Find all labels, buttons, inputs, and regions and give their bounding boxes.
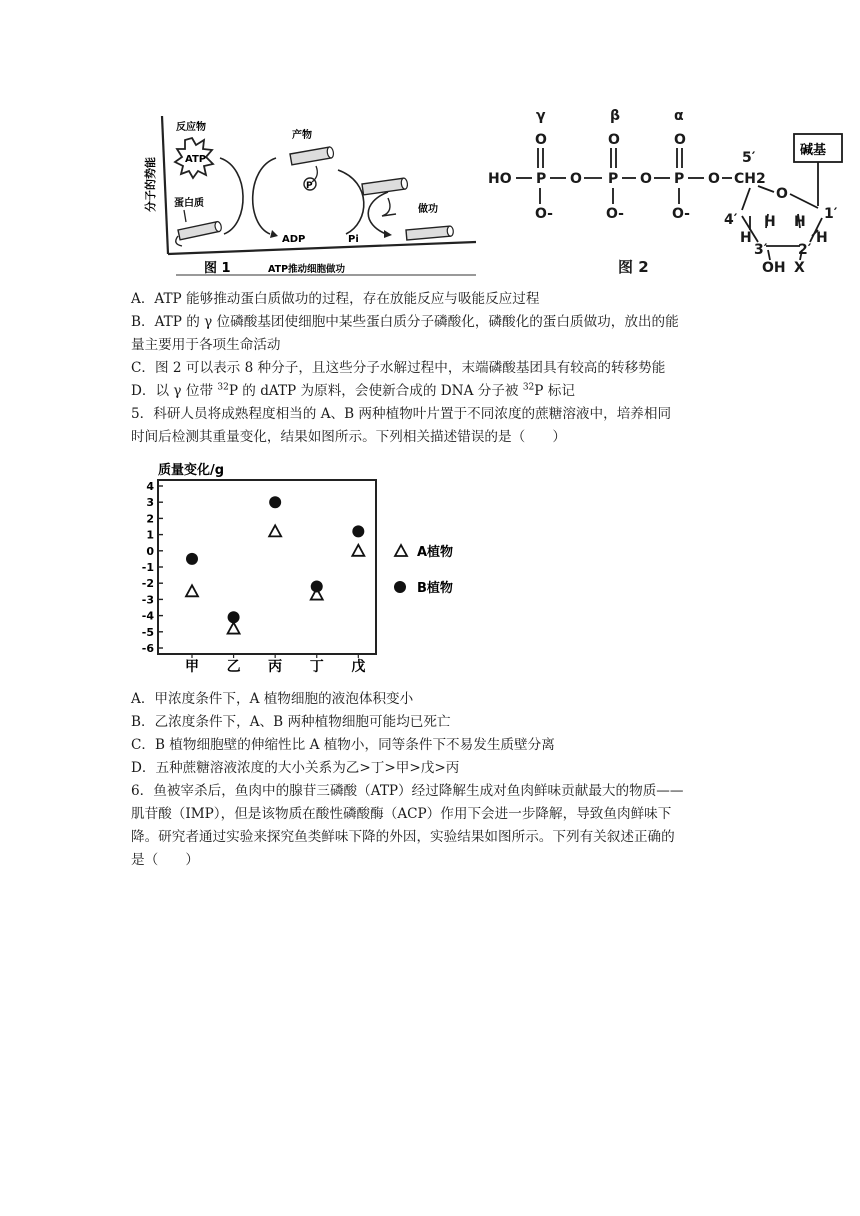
fig1-protein-label: 蛋白质 xyxy=(174,198,204,209)
point-b-circle xyxy=(311,580,323,592)
ho-label: HO xyxy=(488,171,512,187)
gamma-o-top: O xyxy=(535,132,547,148)
q5-option-d: D．五种蔗糖溶液浓度的大小关系为乙>丁>甲>戊>丙 xyxy=(131,760,460,776)
q5-stem-line1: 5．科研人员将成熟程度相当的 A、B 两种植物叶片置于不同浓度的蔗糖溶液中，培养相同 xyxy=(131,406,672,422)
fig1-pi-label: Pi xyxy=(348,234,359,245)
q5-option-c: C．B 植物细胞壁的伸缩性比 A 植物小，同等条件下不易发生质壁分离 xyxy=(131,737,555,753)
figure-2-datp-structure xyxy=(488,106,858,284)
chart-y-ticks xyxy=(142,480,163,655)
beta-label: β xyxy=(610,108,621,124)
fig1-protein-arrow xyxy=(184,210,186,222)
fig1-y-label: 分子的势能 xyxy=(144,157,157,212)
q6-stem-line2: 肌苷酸（IMP），但是该物质在酸性磷酸酶（ACP）作用下会进一步降解，导致鱼肉鲜味下 xyxy=(131,806,672,822)
y-tick-label: -4 xyxy=(141,609,154,623)
q4-option-d-part3: P 标记 xyxy=(534,383,575,399)
fig1-p-label: P xyxy=(306,181,313,191)
base-box-label: 碱基 xyxy=(800,143,827,158)
fig1-arrowhead-pi xyxy=(384,230,392,238)
three-prime-label: 3′ xyxy=(754,242,768,258)
y-tick-label: 4 xyxy=(146,480,154,493)
fig1-working-hook xyxy=(382,198,396,216)
legend-b-circle-icon xyxy=(394,581,406,593)
q4-option-b-line2: 量主要用于各项生命活动 xyxy=(131,337,281,353)
fig1-reactant-label: 反应物 xyxy=(176,122,206,133)
alpha-o-top: O xyxy=(674,132,686,148)
gamma-p: P xyxy=(536,171,547,187)
fig1-product-label: 产物 xyxy=(292,130,312,141)
y-tick-label: -5 xyxy=(141,625,154,639)
fig1-reaction-arrow-adp xyxy=(253,158,276,234)
chart-marks xyxy=(186,496,364,633)
point-a-triangle xyxy=(186,585,198,596)
y-tick-label: 2 xyxy=(146,512,154,526)
q4-option-d-sup2: 32 xyxy=(522,382,535,393)
final-protein-cylinder-icon xyxy=(406,226,454,240)
q4-option-d-part2: P 的 dATP 为原料，会使新合成的 DNA 分子被 xyxy=(228,383,523,399)
two-prime-label: 2′ xyxy=(798,242,812,258)
fig2-bonds xyxy=(516,148,822,260)
fig1-work-label: 做功 xyxy=(418,204,438,215)
q5-stem-line2: 时间后检测其重量变化，结果如图所示。下列相关描述错误的是（ ） xyxy=(131,429,566,445)
chart-plot-frame xyxy=(158,480,376,654)
y-tick-label: -1 xyxy=(141,561,154,574)
gamma-label: γ xyxy=(536,108,546,124)
q5-option-b: B．乙浓度条件下，A、B 两种植物细胞可能均已死亡 xyxy=(131,714,451,730)
ch2-label: CH2 xyxy=(734,171,766,187)
working-protein-cylinder-icon xyxy=(362,178,408,195)
y-tick-label: -2 xyxy=(141,577,154,591)
point-a-triangle xyxy=(228,623,240,634)
one-prime-label: 1′ xyxy=(824,206,838,222)
beta-o-top: O xyxy=(608,132,620,148)
q6-stem-line4: 是（ ） xyxy=(131,852,199,868)
fig1-x-axis xyxy=(168,242,476,254)
y-tick-label: -6 xyxy=(141,642,154,655)
fig1-reaction-arrow-pi xyxy=(368,192,388,234)
beta-p: P xyxy=(608,171,619,187)
fig1-arrowhead-adp xyxy=(270,230,278,238)
chart-legend xyxy=(394,544,453,596)
q4-option-d-sup1: 32 xyxy=(217,382,229,393)
y-tick-label: 1 xyxy=(146,528,154,542)
y-tick-label: 0 xyxy=(146,544,154,558)
gamma-o-minus: O- xyxy=(535,206,553,222)
y-tick-label: -3 xyxy=(141,593,154,607)
q6-stem-line1: 6．鱼被宰杀后，鱼肉中的腺苷三磷酸（ATP）经过降解生成对鱼肉鲜味贡献最大的物质—— xyxy=(131,783,684,799)
protein-cylinder-icon xyxy=(178,221,222,240)
h-4-label: H xyxy=(764,214,776,230)
q4-option-a: A．ATP 能够推动蛋白质做功的过程，存在放能反应与吸能反应过程 xyxy=(131,291,540,307)
five-prime-label: 5′ xyxy=(742,150,756,166)
oh-label: OH xyxy=(762,260,786,276)
figure-1-atp-work-diagram xyxy=(140,112,490,284)
chart-x-ticks xyxy=(185,654,365,675)
fig1-adp-label: ADP xyxy=(282,234,306,245)
legend-b-label: B植物 xyxy=(417,581,453,596)
q4-option-b-line1: B．ATP 的 γ 位磷酸基团使细胞中某些蛋白质分子磷酸化，磷酸化的蛋白质做功，放出的能 xyxy=(131,314,679,330)
legend-a-triangle-icon xyxy=(395,545,407,556)
fig2-caption: 图 2 xyxy=(618,258,649,276)
bridge-o-1: O xyxy=(570,171,582,187)
point-a-triangle xyxy=(352,545,364,556)
bridge-o-2: O xyxy=(640,171,652,187)
y-tick-label: 3 xyxy=(146,496,154,510)
point-b-circle xyxy=(186,553,198,565)
x-tick-label: 丁 xyxy=(309,659,324,675)
h-1-label: H xyxy=(794,214,806,230)
product-cylinder-icon xyxy=(290,147,334,165)
x-tick-label: 丙 xyxy=(268,659,283,675)
fig1-reaction-arrow-right xyxy=(338,170,364,234)
four-prime-label: 4′ xyxy=(724,212,738,228)
point-b-circle xyxy=(228,611,240,623)
fig1-caption: ATP推动细胞做功 xyxy=(268,264,346,275)
alpha-p: P xyxy=(674,171,685,187)
q4-option-d xyxy=(131,380,731,403)
q6-stem-line3: 降。研究者通过实验来探究鱼类鲜味下降的外因，实验结果如图所示。下列有关叙述正确的 xyxy=(131,829,675,845)
q5-weight-change-chart xyxy=(130,458,480,678)
fig1-y-axis xyxy=(162,116,168,254)
bridge-o-3: O xyxy=(708,171,720,187)
alpha-label: α xyxy=(674,108,684,124)
point-b-circle xyxy=(269,496,281,508)
q5-option-a: A．甲浓度条件下，A 植物细胞的液泡体积变小 xyxy=(131,691,414,707)
fig1-atp-label: ATP xyxy=(185,154,207,165)
chart-title: 质量变化/g xyxy=(158,463,225,478)
h-3-label: H xyxy=(740,230,752,246)
point-b-circle xyxy=(352,525,364,537)
ring-o-label: O xyxy=(776,186,788,202)
fig1-caption-number: 图 1 xyxy=(204,261,231,276)
q4-option-c: C．图 2 可以表示 8 种分子，且这些分子水解过程中，末端磷酸基团具有较高的转移势能 xyxy=(131,360,666,376)
beta-o-minus: O- xyxy=(606,206,624,222)
fig1-reaction-arrow-left xyxy=(220,158,243,234)
point-a-triangle xyxy=(269,525,281,536)
x-tick-label: 甲 xyxy=(185,659,199,675)
x-label: X xyxy=(794,260,805,276)
h-2-label: H xyxy=(816,230,828,246)
legend-a-label: A植物 xyxy=(417,545,454,560)
alpha-o-minus: O- xyxy=(672,206,690,222)
x-tick-label: 乙 xyxy=(226,659,241,675)
x-tick-label: 戊 xyxy=(351,659,366,675)
q4-option-d-part1: D．以 γ 位带 xyxy=(131,383,218,399)
